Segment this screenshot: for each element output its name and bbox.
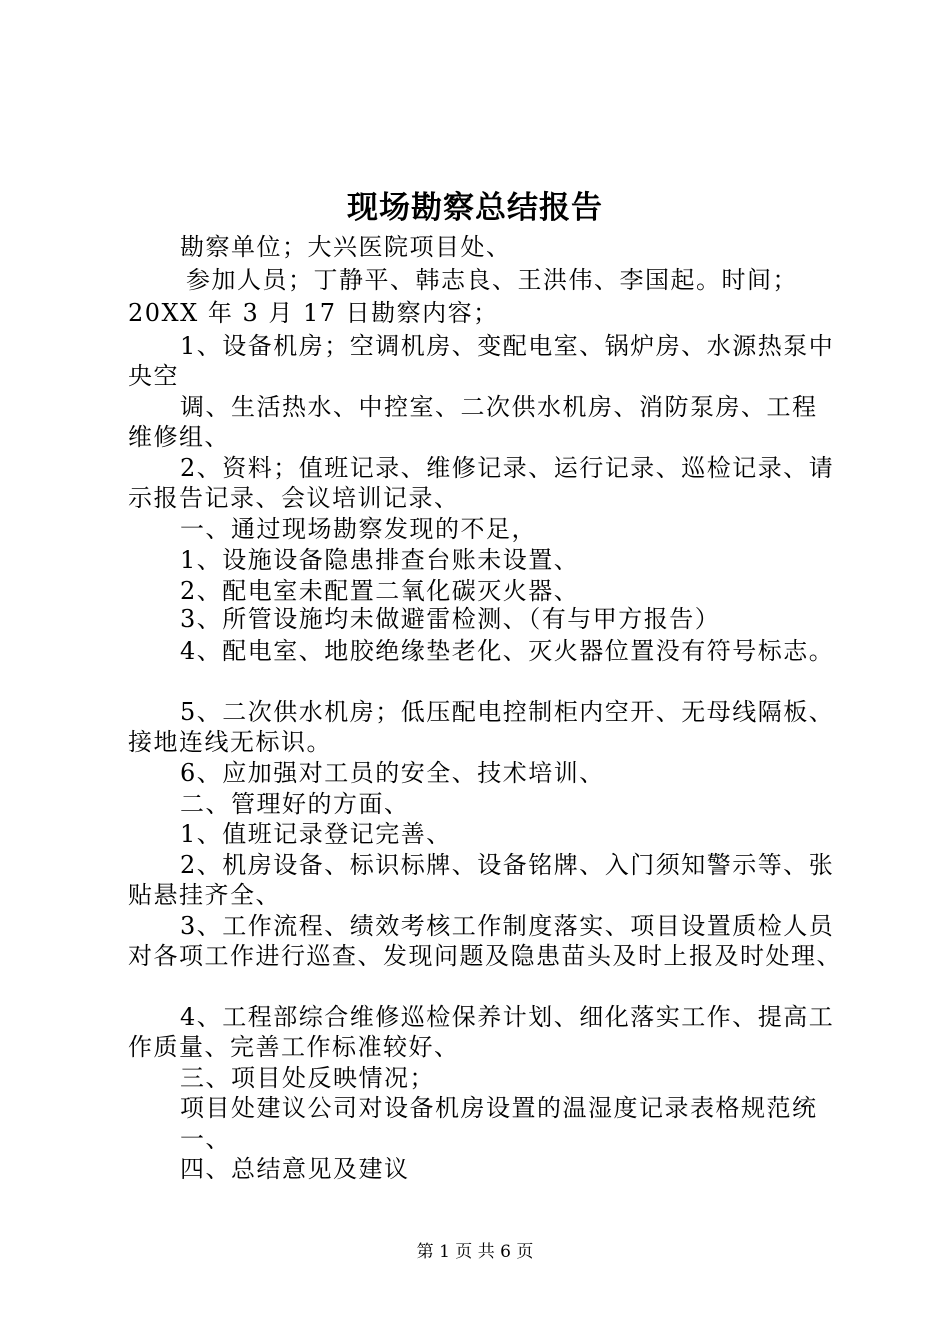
deficiency-item-4: 4、配电室、地胶绝缘垫老化、灭火器位置没有符号标志。 xyxy=(180,637,835,665)
section-4-heading: 四、总结意见及建议 xyxy=(180,1155,410,1183)
deficiency-item-1: 1、设施设备隐患排查台账未设置、 xyxy=(180,546,580,574)
strength-item-4-line-2: 作质量、完善工作标准较好、 xyxy=(128,1033,460,1061)
content-item-1-line-2: 央空 xyxy=(128,362,179,390)
survey-unit-line: 勘察单位；大兴医院项目处、 xyxy=(180,233,512,261)
deficiency-item-6: 6、应加强对工员的安全、技术培训、 xyxy=(180,759,605,787)
strength-item-1: 1、值班记录登记完善、 xyxy=(180,820,452,848)
content-item-1-line-3: 调、生活热水、中控室、二次供水机房、消防泵房、工程 xyxy=(180,393,818,421)
strength-item-3-line-1: 3、工作流程、绩效考核工作制度落实、项目设置质检人员 xyxy=(180,912,835,940)
feedback-line-2: 一、 xyxy=(180,1125,231,1153)
content-item-1-line-1: 1、设备机房；空调机房、变配电室、锅炉房、水源热泵中 xyxy=(180,332,835,360)
deficiency-item-5-line-1: 5、二次供水机房；低压配电控制柜内空开、无母线隔板、 xyxy=(180,698,835,726)
feedback-line-1: 项目处建议公司对设备机房设置的温湿度记录表格规范统 xyxy=(180,1094,818,1122)
section-1-heading: 一、通过现场勘察发现的不足， xyxy=(180,515,537,543)
content-item-2-line-1: 2、资料；值班记录、维修记录、运行记录、巡检记录、请 xyxy=(180,454,835,482)
deficiency-item-3: 3、所管设施均未做避雷检测、（有与甲方报告） xyxy=(180,605,721,633)
page-number-footer: 第 1 页 共 6 页 xyxy=(416,1242,534,1262)
section-3-heading: 三、项目处反映情况； xyxy=(180,1064,435,1092)
deficiency-item-5-line-2: 接地连线无标识。 xyxy=(128,728,332,756)
strength-item-3-line-2: 对各项工作进行巡查、发现问题及隐患苗头及时上报及时处理、 xyxy=(128,942,842,970)
strength-item-4-line-1: 4、工程部综合维修巡检保养计划、细化落实工作、提高工 xyxy=(180,1003,835,1031)
document-title: 现场勘察总结报告 xyxy=(347,190,603,226)
strength-item-2-line-2: 贴悬挂齐全、 xyxy=(128,881,281,909)
date-content-line: 20XX 年 3 月 17 日勘察内容； xyxy=(128,299,499,327)
section-2-heading: 二、管理好的方面、 xyxy=(180,790,410,818)
strength-item-2-line-1: 2、机房设备、标识标牌、设备铭牌、入门须知警示等、张 xyxy=(180,851,835,879)
participants-line: 参加人员；丁静平、韩志良、王洪伟、李国起。时间； xyxy=(186,266,798,294)
content-item-2-line-2: 示报告记录、会议培训记录、 xyxy=(128,484,460,512)
deficiency-item-2: 2、配电室未配置二氧化碳灭火器、 xyxy=(180,577,580,605)
content-item-1-line-4: 维修组、 xyxy=(128,423,230,451)
